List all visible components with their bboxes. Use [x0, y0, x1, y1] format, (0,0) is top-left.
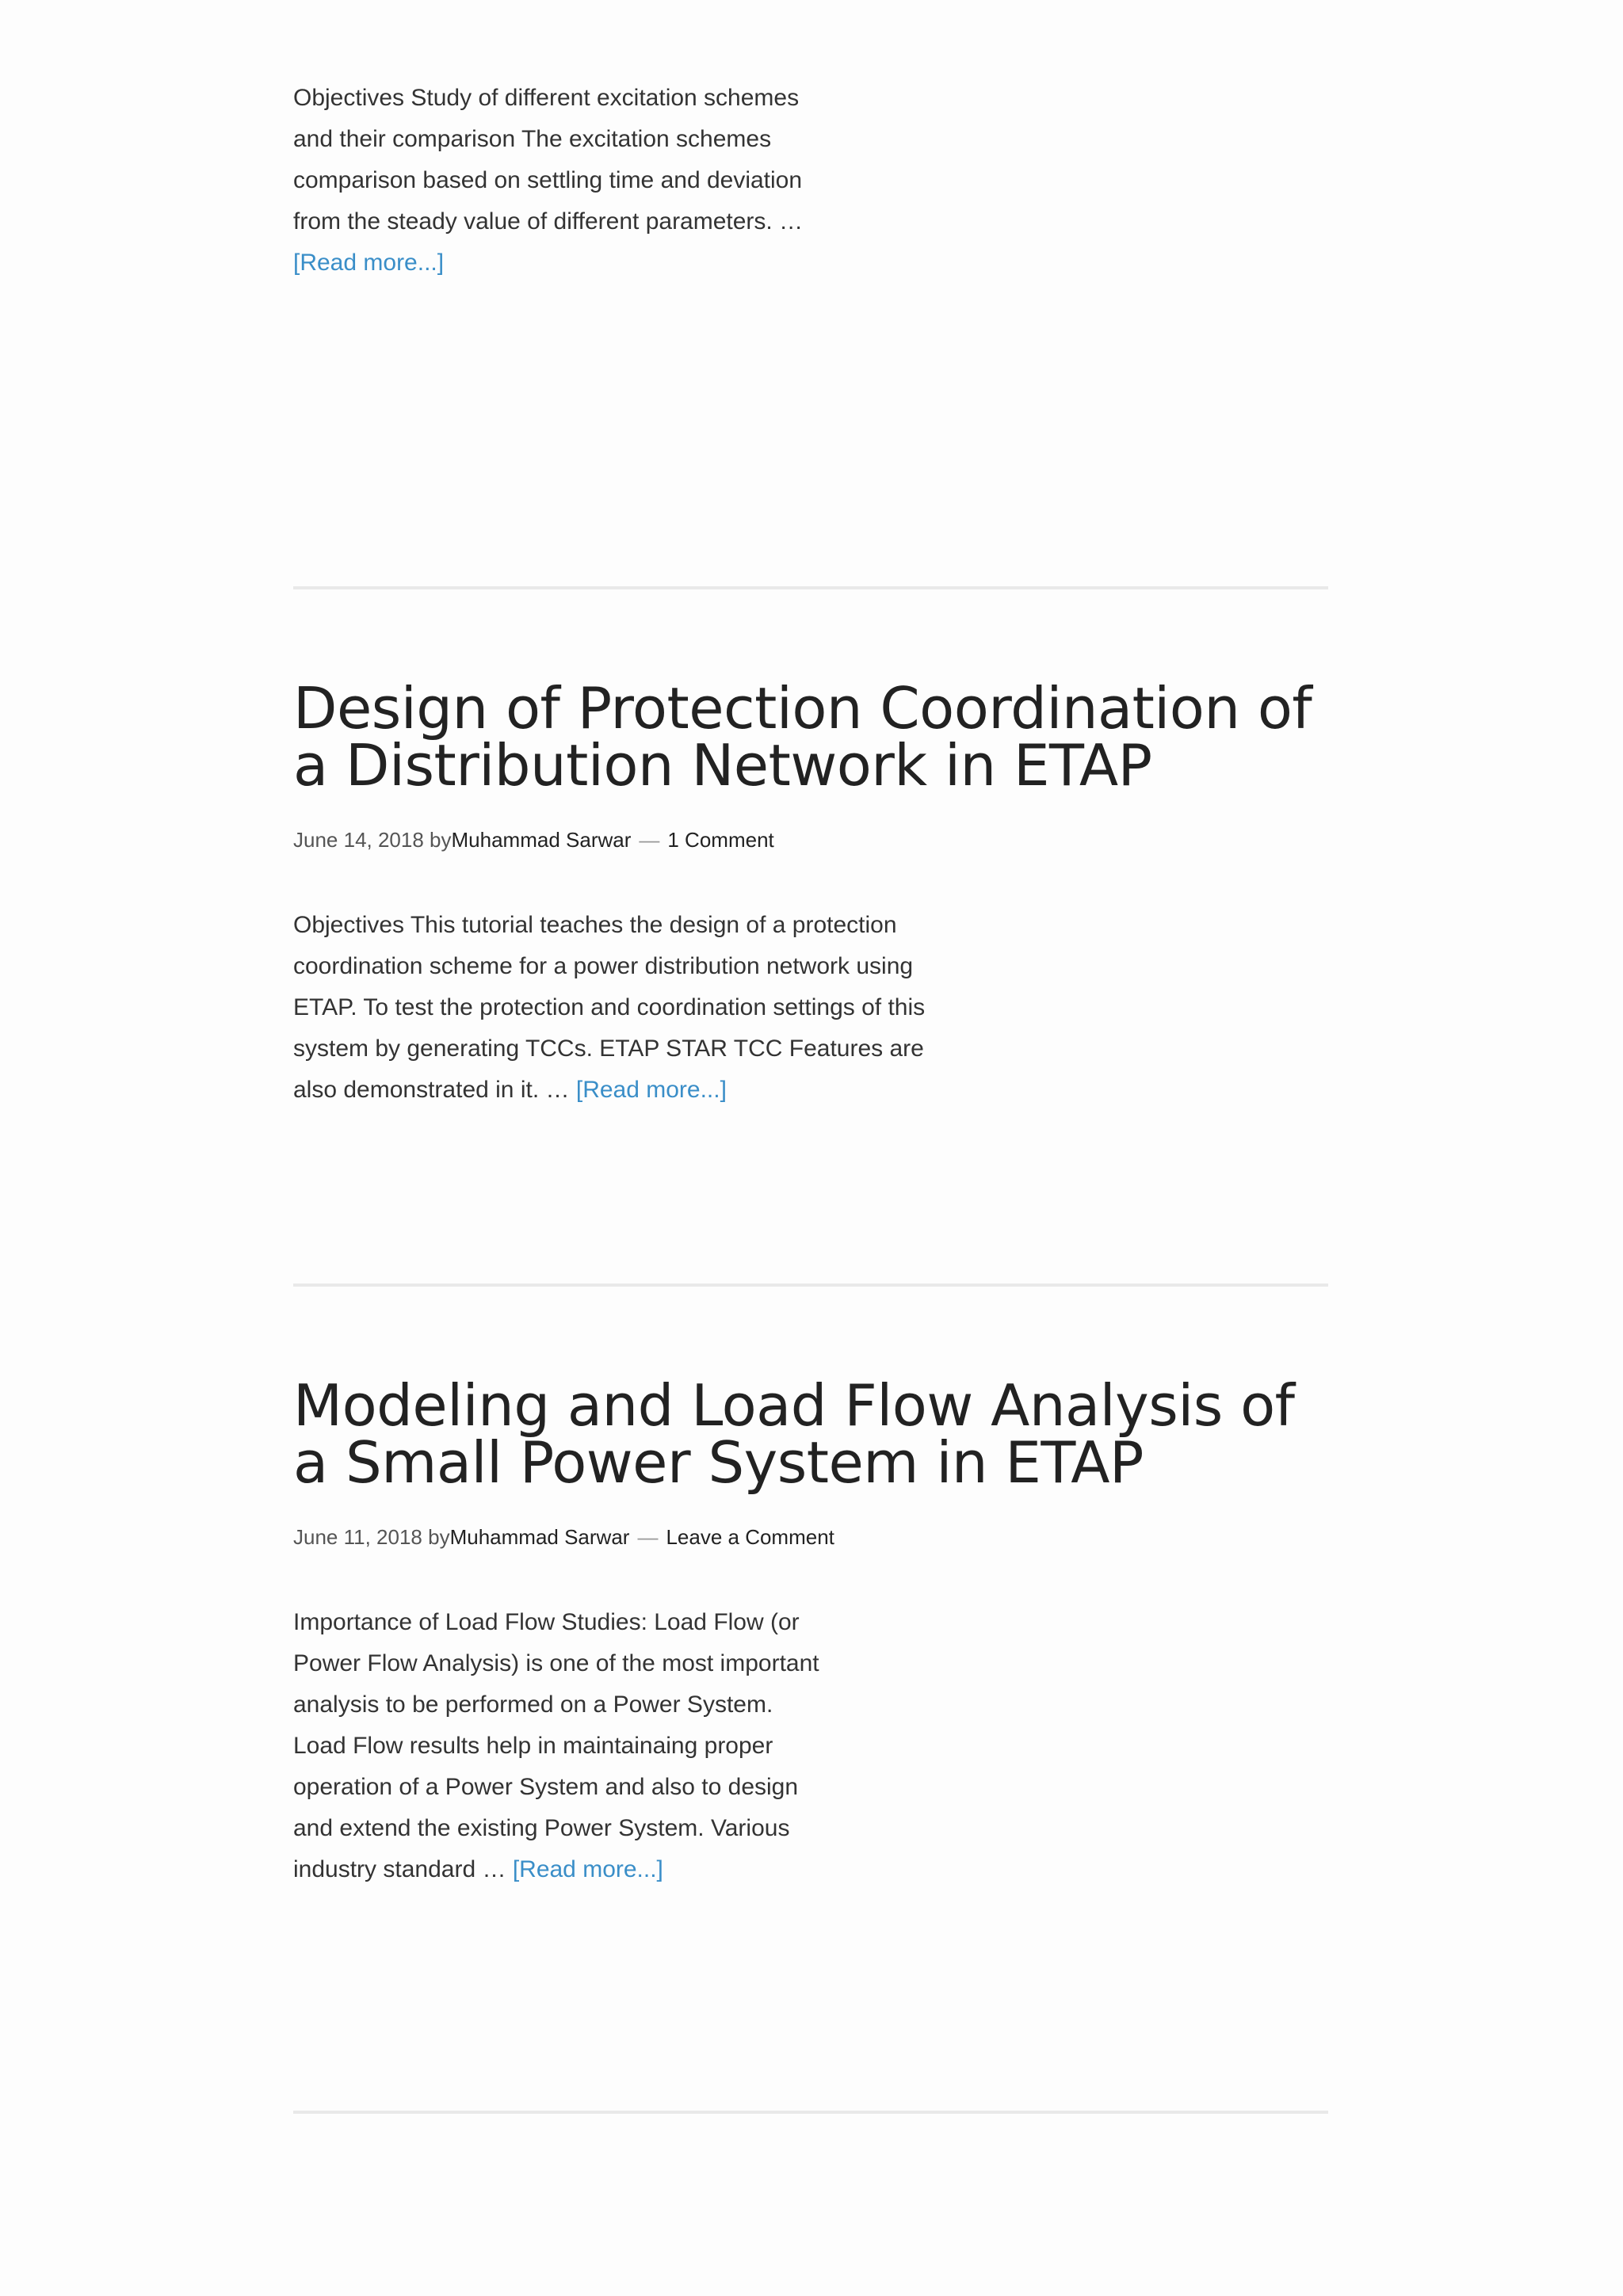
post-date: June 11, 2018 [293, 1525, 422, 1549]
post-title-link[interactable]: Modeling and Load Flow Analysis of a Small Power System in ETAP [293, 1372, 1295, 1496]
post-meta-2 [293, 826, 774, 854]
post-comments-link[interactable]: Leave a Comment [666, 1525, 834, 1549]
read-more-link[interactable]: [Read more...] [293, 250, 445, 276]
post-comments-link[interactable]: 1 Comment [667, 828, 774, 852]
post-meta [293, 1523, 834, 1551]
excerpt-text: Importance of Load Flow Studies: Load Flow (or Power Flow Analysis) is one of the most important analysis to be performed on a Power System. Load Flow results help in maintainaing proper operation of a Power System and also to design and extend the existing Power System. Various industry standard … [293, 1609, 819, 1882]
post-author-link[interactable]: Muhammad Sarwar [449, 1525, 630, 1549]
post-title-3 [293, 1372, 1328, 1496]
post-divider [293, 586, 1328, 589]
post-author-link[interactable]: Muhammad Sarwar [451, 828, 632, 852]
post-excerpt-3 [293, 1602, 832, 1890]
post-excerpt-text [293, 905, 967, 1111]
read-more-link[interactable]: [Read more...] [512, 1856, 663, 1882]
post-by: by [428, 1525, 450, 1549]
post-excerpt-text [293, 78, 832, 284]
post-date: June 14, 2018 [293, 828, 424, 852]
post-meta [293, 826, 774, 854]
excerpt-text: Objectives This tutorial teaches the design of a protection coordination scheme for a power distribution network using ETAP. To test the protection and coordination settings of this system by generating TCCs. ETAP STAR TCC Features are also demonstrated in it. … [293, 912, 926, 1103]
post-title-link[interactable]: Design of Protection Coordination of a Distribution Network in ETAP [293, 675, 1312, 799]
post-excerpt-text [293, 1602, 832, 1890]
read-more-link[interactable]: [Read more...] [575, 1077, 727, 1103]
post-divider [293, 1283, 1328, 1287]
post-excerpt-1 [293, 78, 832, 284]
post-meta-3 [293, 1523, 834, 1551]
post-by: by [430, 828, 452, 852]
post-title-2 [293, 675, 1328, 799]
post-excerpt-2 [293, 905, 967, 1111]
post-divider [293, 2111, 1328, 2114]
meta-separator: — [637, 1525, 659, 1549]
meta-separator: — [639, 828, 660, 852]
excerpt-text: Objectives Study of different excitation schemes and their comparison The excitation schemes comparison based on settling time and deviation from the steady value of different parameters. … [293, 85, 804, 235]
